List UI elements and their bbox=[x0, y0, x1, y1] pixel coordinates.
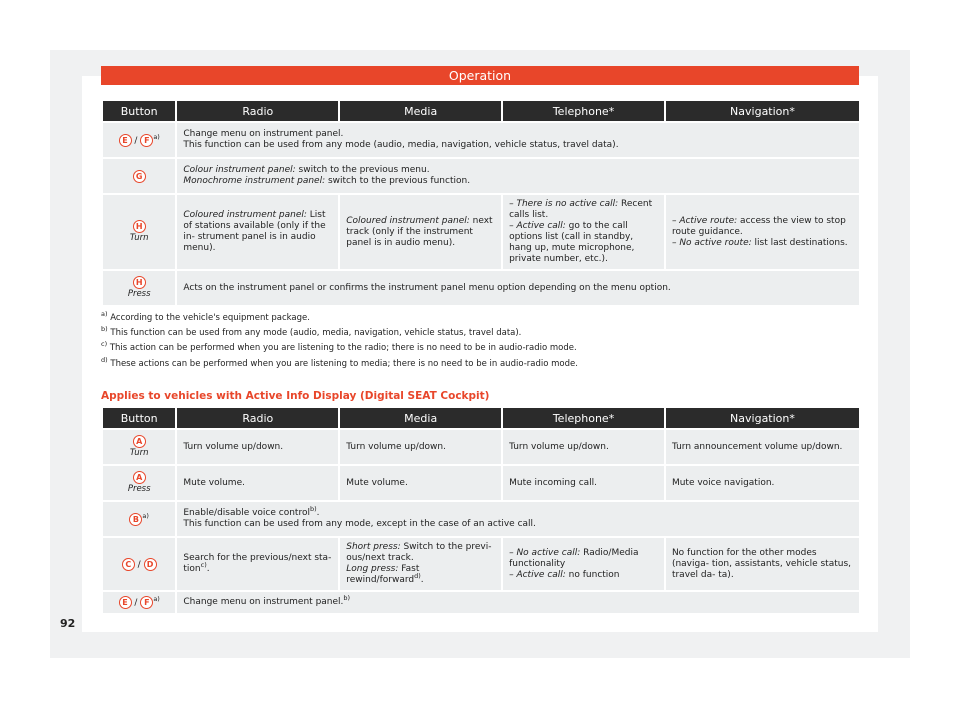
button-cell bbox=[103, 195, 175, 269]
button-e-icon: E bbox=[119, 596, 132, 609]
footnote: $^{c)}$ This action can be performed when you are listening to the radio; there is no need to be in audio-radio mode. bbox=[101, 340, 577, 354]
button-f-icon: F bbox=[140, 134, 153, 147]
button-d-icon: D bbox=[144, 558, 157, 571]
section-header: Operation bbox=[101, 66, 859, 85]
navigation-cell: Mute voice navigation. bbox=[666, 466, 859, 500]
navigation-cell: No function for the other modes (naviga- tion, assistants, vehicle status, travel da- ta). bbox=[666, 538, 859, 590]
column-header: Telephone* bbox=[503, 408, 664, 428]
description-cell: Change menu on instrument panel. This function can be used from any mode (audio, media, navigation, vehicle status, travel data). bbox=[177, 123, 859, 157]
action-label: Press bbox=[127, 484, 151, 494]
table-row bbox=[103, 159, 859, 193]
column-header: Navigation* bbox=[666, 408, 859, 428]
table-row bbox=[103, 271, 859, 305]
radio-cell: Coloured instrument panel: List of stations available (only if the in- strument panel is in audio menu). bbox=[177, 195, 338, 269]
table-header-row bbox=[103, 408, 859, 428]
button-c-icon: C bbox=[122, 558, 135, 571]
table-row bbox=[103, 466, 859, 500]
footnote: $^{a)}$ According to the vehicle's equipment package. bbox=[101, 310, 310, 323]
button-h-icon: H bbox=[133, 276, 146, 289]
telephone-cell: Turn volume up/down. bbox=[503, 430, 664, 464]
table-row bbox=[103, 592, 859, 613]
footnote-ref: a) bbox=[142, 511, 149, 520]
description-cell: Colour instrument panel: switch to the previous menu. Monochrome instrument panel: switch to the previous function. bbox=[177, 159, 859, 193]
button-a-icon: A bbox=[133, 471, 146, 484]
column-header: Media bbox=[340, 408, 501, 428]
description-cell: Change menu on instrument panel.$^{b)}$ bbox=[177, 592, 859, 613]
radio-cell: Turn volume up/down. bbox=[177, 430, 338, 464]
button-cell bbox=[103, 466, 175, 500]
table-row bbox=[103, 195, 859, 269]
telephone-cell: – There is no active call: Recent calls list. – Active call: go to the call options list (call in standby, hang up, mute microphone, private number, etc.). bbox=[503, 195, 664, 269]
telephone-cell: – No active call: Radio/Media functionality – Active call: no function bbox=[503, 538, 664, 590]
media-cell: Turn volume up/down. bbox=[340, 430, 501, 464]
media-cell: Mute volume. bbox=[340, 466, 501, 500]
button-cell bbox=[103, 430, 175, 464]
action-label: Turn bbox=[129, 448, 149, 458]
telephone-cell: Mute incoming call. bbox=[503, 466, 664, 500]
description-cell: Enable/disable voice control$^{b)}$. This function can be used from any mode, except in the case of an active call. bbox=[177, 502, 859, 536]
button-a-icon: A bbox=[133, 435, 146, 448]
page-number: 92 bbox=[60, 617, 76, 630]
column-header: Navigation* bbox=[666, 101, 859, 121]
column-header: Radio bbox=[177, 101, 338, 121]
button-b-icon: B bbox=[129, 513, 142, 526]
column-header: Media bbox=[340, 101, 501, 121]
button-f-icon: F bbox=[140, 596, 153, 609]
button-h-icon: H bbox=[133, 220, 146, 233]
cockpit-controls-table bbox=[101, 406, 861, 615]
navigation-cell: Turn announcement volume up/down. bbox=[666, 430, 859, 464]
column-header: Telephone* bbox=[503, 101, 664, 121]
table-row bbox=[103, 123, 859, 157]
button-cell bbox=[103, 159, 175, 193]
column-header: Button bbox=[103, 101, 175, 121]
table-row bbox=[103, 502, 859, 536]
action-label: Press bbox=[127, 289, 151, 299]
description-cell: Acts on the instrument panel or confirms the instrument panel menu option depending on the menu option. bbox=[177, 271, 859, 305]
footnotes bbox=[101, 310, 861, 374]
section-title: Applies to vehicles with Active Info Display (Digital SEAT Cockpit) bbox=[101, 390, 490, 402]
table-row bbox=[103, 430, 859, 464]
button-e-icon: E bbox=[119, 134, 132, 147]
column-header: Radio bbox=[177, 408, 338, 428]
table-header-row bbox=[103, 101, 859, 121]
button-g-icon: G bbox=[133, 170, 146, 183]
controls-table bbox=[101, 99, 861, 307]
button-cell bbox=[103, 502, 175, 536]
navigation-cell: – Active route: access the view to stop route guidance. – No active route: list last destinations. bbox=[666, 195, 859, 269]
media-cell: Coloured instrument panel: next track (only if the instrument panel is in audio menu). bbox=[340, 195, 501, 269]
button-cell bbox=[103, 271, 175, 305]
button-cell: E / F $^{a)}$ bbox=[103, 592, 175, 613]
action-label: Turn bbox=[129, 233, 149, 243]
radio-cell: Mute volume. bbox=[177, 466, 338, 500]
footnote: $^{b)}$ This function can be used from any mode (audio, media, navigation, vehicle status, travel data). bbox=[101, 325, 522, 339]
column-header: Button bbox=[103, 408, 175, 428]
radio-cell: Search for the previous/next sta- tion$^{c)}$. bbox=[177, 538, 338, 590]
button-cell: E / F $^{a)}$ bbox=[103, 123, 175, 157]
media-cell: Short press: Switch to the previ- ous/next track. Long press: Fast rewind/forward$^{d)}$. bbox=[340, 538, 501, 590]
footnote-ref: a) bbox=[153, 595, 160, 603]
table-row bbox=[103, 538, 859, 590]
footnote-ref: a) bbox=[153, 132, 160, 141]
button-cell: C / D bbox=[103, 538, 175, 590]
footnote: $^{d)}$ These actions can be performed when you are listening to media; there is no need to be in audio-radio mode. bbox=[101, 355, 578, 369]
